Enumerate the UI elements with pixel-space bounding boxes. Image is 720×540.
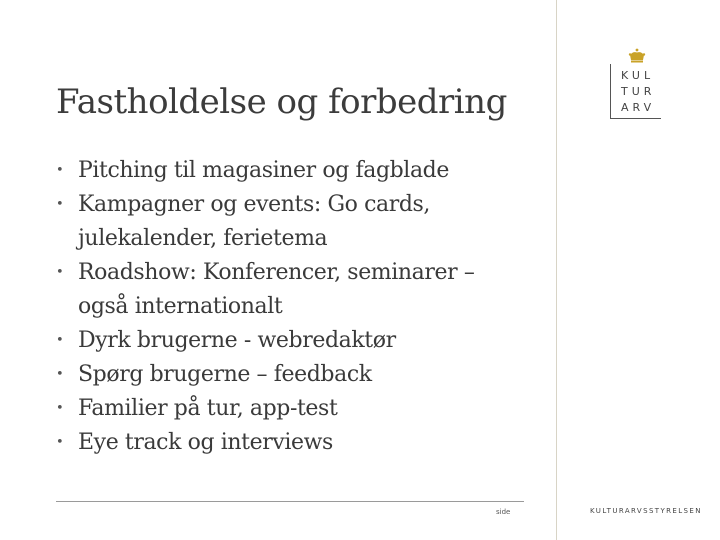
crown-icon bbox=[627, 48, 647, 64]
logo-text-row: TUR bbox=[621, 85, 656, 98]
slide-title: Fastholdelse og forbedring bbox=[56, 82, 507, 122]
bullet-item bbox=[56, 256, 536, 324]
bullet-marker: • bbox=[56, 401, 64, 416]
bullet-marker: • bbox=[56, 333, 64, 348]
bullet-item bbox=[56, 154, 536, 188]
bullet-marker: • bbox=[56, 265, 64, 280]
bullet-marker: • bbox=[56, 367, 64, 382]
bullet-marker: • bbox=[56, 163, 64, 178]
bullet-text: Kampagner og events: Go cards, julekalender, ferietema bbox=[78, 192, 431, 251]
logo-box bbox=[610, 64, 661, 119]
bullet-list bbox=[56, 154, 536, 460]
logo-text-row: KUL bbox=[621, 69, 655, 82]
bullet-text: Familier på tur, app-test bbox=[78, 396, 338, 421]
bullet-text: Spørg brugerne – feedback bbox=[78, 362, 372, 387]
bullet-text: Roadshow: Konferencer, seminarer – også internationalt bbox=[78, 260, 475, 319]
bullet-text: Pitching til magasiner og fagblade bbox=[78, 158, 449, 183]
bullet-marker: • bbox=[56, 435, 64, 450]
logo-text-row: ARV bbox=[621, 101, 656, 114]
bullet-text: Dyrk brugerne - webredaktør bbox=[78, 328, 396, 353]
page-label: side bbox=[496, 508, 511, 516]
kulturarv-logo bbox=[610, 48, 662, 120]
agency-name: KULTURARVSSTYRELSEN bbox=[590, 507, 702, 515]
bullet-item bbox=[56, 426, 536, 460]
vertical-divider bbox=[556, 0, 557, 540]
bullet-item bbox=[56, 324, 536, 358]
bullet-item bbox=[56, 188, 536, 256]
bullet-item bbox=[56, 358, 536, 392]
bullet-text: Eye track og interviews bbox=[78, 430, 333, 455]
bullet-marker: • bbox=[56, 197, 64, 212]
footer-divider bbox=[56, 501, 524, 502]
bullet-item bbox=[56, 392, 536, 426]
